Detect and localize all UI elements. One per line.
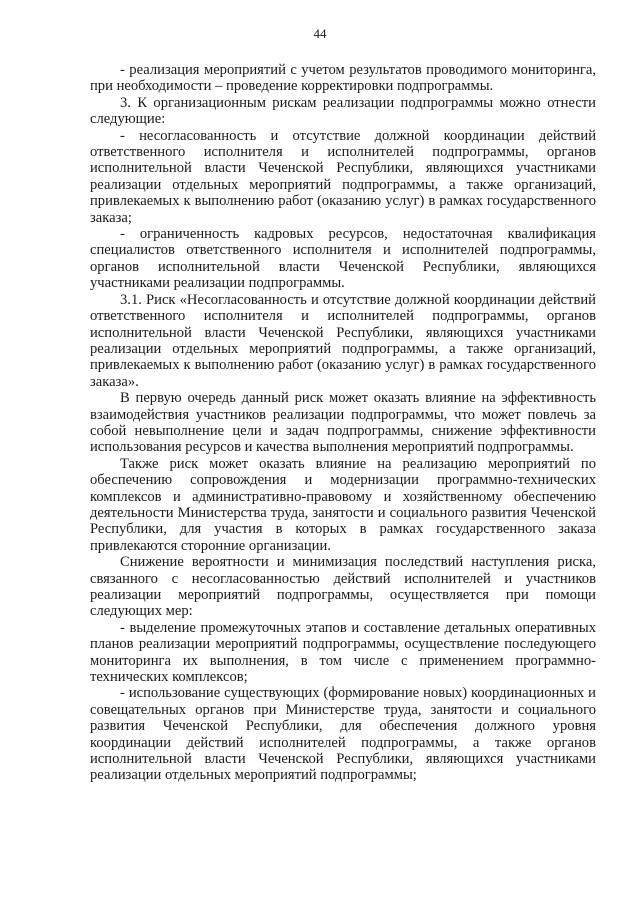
- page-number: 44: [313, 26, 327, 41]
- paragraph: - ограниченность кадровых ресурсов, недостаточная квалификация специалистов ответственного исполнителя и исполнителей подпрограммы, органов исполнительной власти Чеченской Республики, являющихся участниками реализации подпрограммы.: [90, 226, 596, 292]
- paragraph: Снижение вероятности и минимизация последствий наступления риска, связанного с несогласованностью действий исполнителей и участников реализации мероприятий подпрограммы, осуществляется при помощи следующих мер:: [90, 554, 596, 620]
- paragraph: Также риск может оказать влияние на реализацию мероприятий по обеспечению сопровождения и модернизации программно-технических комплексов и административно-правовому и хозяйственному обеспечению деятельности Министерства труда, занятости и социального развития Чеченской Республики, для участия в которых в рамках государственного заказа привлекаются сторонние организации.: [90, 455, 596, 554]
- document-body: [90, 62, 596, 784]
- paragraph: 3.1. Риск «Несогласованность и отсутствие должной координации действий ответственного исполнителя и исполнителей подпрограммы, органов исполнительной власти Чеченской Республики, являющихся участниками реализации отдельных мероприятий подпрограммы, а также организаций, привлекаемых к выполнению работ (оказанию услуг) в рамках государственного заказа».: [90, 291, 596, 390]
- paragraph: - использование существующих (формирование новых) координационных и совещательных органов при Министерстве труда, занятости и социального развития Чеченской Республики, для обеспечения должного уровня координации действий исполнителей подпрограммы, а также органов исполнительной власти Чеченской Республики, являющихся участниками реализации отдельных мероприятий подпрограммы;: [90, 685, 596, 784]
- paragraph: - несогласованность и отсутствие должной координации действий ответственного исполнителя и исполнителей подпрограммы, органов исполнительной власти Чеченской Республики, являющихся участниками реализации отдельных мероприятий подпрограммы, а также организаций, привлекаемых к выполнению работ (оказанию услуг) в рамках государственного заказа;: [90, 127, 596, 226]
- paragraph: - выделение промежуточных этапов и составление детальных оперативных планов реализации мероприятий подпрограммы, осуществление последующего мониторинга их выполнения, в том числе с применением программно-технических комплексов;: [90, 619, 596, 686]
- paragraph: В первую очередь данный риск может оказать влияние на эффективность взаимодействия участников реализации подпрограммы, что может повлечь за собой невыполнение цели и задач подпрограммы, снижение эффективности использования ресурсов и качества выполнения мероприятий подпрограммы.: [90, 390, 596, 456]
- paragraph: 3. К организационным рискам реализации подпрограммы можно отнести следующие:: [90, 94, 596, 128]
- paragraph: - реализация мероприятий с учетом результатов проводимого мониторинга, при необходимости – проведение корректировки подпрограммы.: [90, 62, 596, 95]
